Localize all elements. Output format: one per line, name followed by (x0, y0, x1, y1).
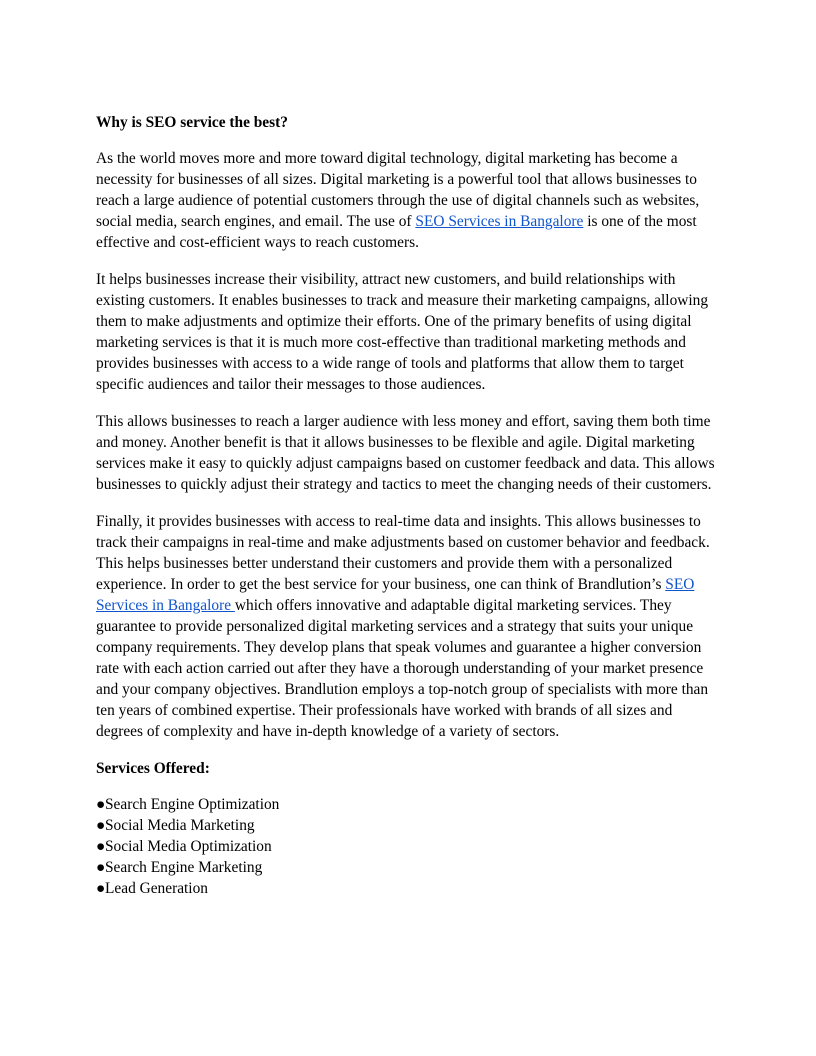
paragraph-text: Finally, it provides businesses with access to real-time data and insights. This allows businesses to track their campaigns in real-time and make adjustments based on customer behavior and feedback. This helps businesses better understand their customers and provide them with a personalized experience. In order to get the best service for your business, one can think of Brandlution’s (96, 513, 710, 593)
service-label: Search Engine Optimization (105, 796, 280, 813)
document-page (96, 112, 720, 899)
paragraph-intro (96, 148, 720, 253)
list-item (96, 794, 720, 815)
service-label: Social Media Marketing (105, 817, 255, 834)
list-item (96, 815, 720, 836)
paragraph-brandlution (96, 511, 720, 742)
paragraph-benefits: It helps businesses increase their visibility, attract new customers, and build relationships with existing customers. It enables businesses to track and measure their marketing campaigns, allowing them to make adjustments and optimize their efforts. One of the primary benefits of using digital marketing services is that it is much more cost-effective than traditional marketing methods and provides businesses with access to a wide range of tools and platforms that allow them to target specific audiences and tailor their messages to those audiences. (96, 271, 709, 393)
list-item (96, 878, 720, 899)
paragraph-text: is one of the most effective and cost-efficient ways to reach customers. (96, 213, 697, 251)
bullet-icon: ● (96, 838, 106, 855)
bullet-icon: ● (96, 796, 106, 813)
list-item (96, 836, 720, 857)
paragraph-text: As the world moves more and more toward digital technology, digital marketing has become a necessity for businesses of all sizes. Digital marketing is a powerful tool that allows businesses to reach a large audience of potential customers through the use of digital channels such as websites, social media, search engines, and email. The use of (96, 150, 700, 230)
bullet-icon: ● (96, 859, 106, 876)
services-heading: Services Offered: (96, 760, 210, 777)
bullet-icon: ● (96, 880, 106, 897)
bullet-icon: ● (96, 817, 106, 834)
services-list (96, 794, 720, 899)
seo-services-link[interactable]: SEO Services in Bangalore (415, 213, 584, 230)
document-title: Why is SEO service the best? (96, 114, 288, 131)
service-label: Search Engine Marketing (105, 859, 263, 876)
service-label: Social Media Optimization (105, 838, 272, 855)
list-item (96, 857, 720, 878)
seo-services-link[interactable]: SEO Services in Bangalore (96, 576, 695, 614)
paragraph-text: which offers innovative and adaptable digital marketing services. They guarantee to provide personalized digital marketing services and a strategy that suits your unique company requirements. They develop plans that speak volumes and guarantee a higher conversion rate with each action carried out after they have a thorough understanding of your market presence and your company objectives. Brandlution employs a top-notch group of specialists with more than ten years of combined expertise. Their professionals have worked with brands of all sizes and degrees of complexity and have in-depth knowledge of a variety of sectors. (96, 597, 709, 740)
paragraph-flexibility: This allows businesses to reach a larger audience with less money and effort, saving them both time and money. Another benefit is that it allows businesses to be flexible and agile. Digital marketing services make it easy to quickly adjust campaigns based on customer feedback and data. This allows businesses to quickly adjust their strategy and tactics to meet the changing needs of their customers. (96, 413, 715, 493)
service-label: Lead Generation (105, 880, 208, 897)
